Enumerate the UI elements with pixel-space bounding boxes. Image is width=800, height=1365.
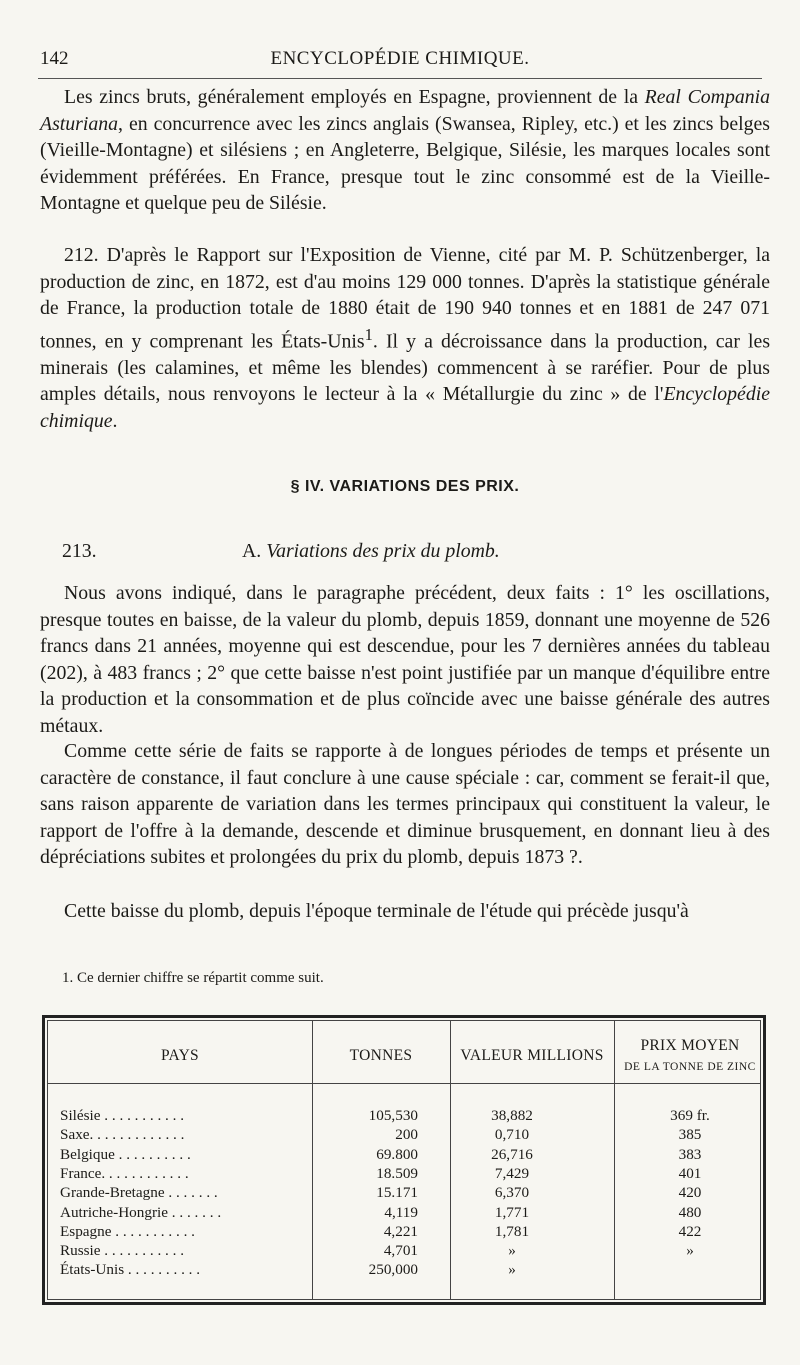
header-rule — [38, 78, 762, 79]
cell-pays: Russie . . . . . . . . . . . — [60, 1242, 185, 1260]
zinc-production-table — [42, 1015, 766, 1305]
cell-valeur: 1,781 — [494, 1222, 530, 1240]
paragraph-lead-facts: Nous avons indiqué, dans le paragraphe précédent, deux faits : 1° les oscillations, presque toutes en baisse, de la valeur du plomb, depuis 1859, donnant une moyenne de 526 francs dans 21 années, moyenne qui est descendue, pour les 7 dernières années du tableau (202), à 483 francs ; 2° que cette baisse n'est point justifiée par un manque d'équilibre entre la production et la consommation et de plus coïncide avec une baisse générale des autres métaux. — [40, 582, 770, 737]
table-row — [48, 1184, 760, 1203]
cell-tonnes: 105,530 — [368, 1107, 418, 1124]
table-row — [48, 1165, 760, 1184]
table-row — [48, 1126, 760, 1145]
cell-prix: 369 fr. — [670, 1107, 710, 1124]
cell-tonnes: 200 — [395, 1126, 418, 1144]
cell-pays: Silésie . . . . . . . . . . . — [60, 1107, 185, 1124]
cell-pays: États-Unis . . . . . . . . . . — [60, 1261, 201, 1279]
cell-pays: France. . . . . . . . . . . . — [60, 1164, 189, 1182]
table-row — [48, 1146, 760, 1165]
cell-valeur: 6,370 — [494, 1184, 530, 1202]
table-row — [48, 1223, 760, 1242]
page-number: 142 — [40, 48, 69, 69]
cell-valeur: 26,716 — [491, 1145, 533, 1163]
col-header-prix: PRIX MOYEN — [640, 1037, 740, 1054]
italic-company-name: Real Compania Asturiana — [40, 86, 771, 135]
cell-prix: 420 — [678, 1184, 702, 1202]
cell-prix: » — [686, 1242, 694, 1260]
cell-tonnes: 250,000 — [368, 1261, 418, 1279]
cell-valeur: 1,771 — [494, 1203, 530, 1221]
cell-pays: Autriche-Hongrie . . . . . . . — [60, 1203, 222, 1221]
cell-tonnes: 4,119 — [384, 1203, 418, 1221]
cell-pays: Saxe. . . . . . . . . . . . . — [60, 1126, 185, 1144]
footnote: 1. Ce dernier chiffre se répartit comme suit. — [62, 970, 324, 986]
cell-tonnes: 18.509 — [376, 1164, 418, 1182]
subsection-title: A. Variations des prix du plomb. — [242, 540, 500, 562]
section-title: § IV. VARIATIONS DES PRIX. — [290, 478, 520, 495]
cell-pays: Espagne . . . . . . . . . . . — [60, 1222, 195, 1240]
cell-valeur: » — [508, 1261, 516, 1279]
col-header-valeur: VALEUR MILLIONS — [460, 1047, 604, 1064]
col-header-pays: PAYS — [161, 1047, 199, 1064]
subsection-heading — [62, 540, 762, 566]
cell-prix: 385 — [678, 1126, 702, 1144]
running-title: ENCYCLOPÉDIE CHIMIQUE. — [270, 48, 530, 69]
cell-prix: 401 — [678, 1164, 702, 1182]
paragraph-baisse: Cette baisse du plomb, depuis l'époque terminale de l'étude qui précède jusqu'à — [64, 900, 689, 922]
paragraph-constance: Comme cette série de faits se rapporte à de longues périodes de temps et présente un caractère de constance, il faut conclure à une cause spéciale : car, comment se ferait-il que, sans raison apparente de variation dans les termes principaux qui constituent la valeur, le rapport de l'offre à la demande, descende et diminue brusquement, en donnant lieu à des dépréciations subites et prolongées du prix du plomb, depuis 1873 ?. — [40, 740, 770, 868]
paragraph-zinc-origins: Les zincs bruts, généralement employés en Espagne, proviennent de la Real Compania Asturiana, en concurrence avec les zincs anglais (Swansea, Ripley, etc.) et les zincs belges (Vieille-Montagne) et silésiens ; en Angleterre, Belgique, Silésie, les marques locales sont évidemment préférées. En France, presque tout le zinc consommé est de la Vieille-Montagne et quelque peu de Silésie. — [40, 86, 771, 214]
running-header — [40, 48, 760, 72]
subsection-number: 213. — [62, 540, 97, 562]
cell-tonnes: 69.800 — [376, 1145, 418, 1163]
header-divider — [48, 1083, 760, 1084]
table-row — [48, 1242, 760, 1261]
table-row — [48, 1204, 760, 1223]
col-header-tonnes: TONNES — [349, 1047, 413, 1064]
col-header-prix-sub: DE LA TONNE DE ZINC — [624, 1061, 756, 1073]
italic-encyclopedie: Encyclopédie chimique — [40, 383, 770, 432]
cell-tonnes: 4,701 — [383, 1242, 418, 1260]
cell-tonnes: 15.171 — [376, 1184, 418, 1202]
cell-prix: 480 — [678, 1203, 702, 1221]
paragraph-212: 212. D'après le Rapport sur l'Exposition de Vienne, cité par M. P. Schützenberger, la production de zinc, en 1872, est d'au moins 129 000 tonnes. D'après la statistique générale de France, la production totale de 1880 était de 190 940 tonnes et en 1881 de 247 071 tonnes, en y comprenant les États-Unis$^1$. Il y a décroissance dans la production, car les minerais (les calamines, et même les blendes) commencent à se raréfier. Pour de plus amples détails, nous renvoyons le lecteur à la « Métallurgie du zinc » de l'Encyclopédie chimique. — [40, 244, 771, 432]
table-row — [48, 1261, 760, 1280]
cell-prix: 383 — [678, 1145, 702, 1163]
cell-valeur: 38,882 — [491, 1107, 533, 1124]
cell-prix: 422 — [678, 1222, 702, 1240]
cell-pays: Grande-Bretagne . . . . . . . — [60, 1184, 218, 1202]
cell-valeur: » — [508, 1242, 516, 1260]
cell-valeur: 7,429 — [494, 1164, 530, 1182]
table-row — [48, 1107, 760, 1126]
footnote-marker: 1 — [364, 324, 373, 344]
cell-pays: Belgique . . . . . . . . . . — [60, 1145, 191, 1163]
cell-tonnes: 4,221 — [383, 1222, 418, 1240]
cell-valeur: 0,710 — [494, 1126, 530, 1144]
